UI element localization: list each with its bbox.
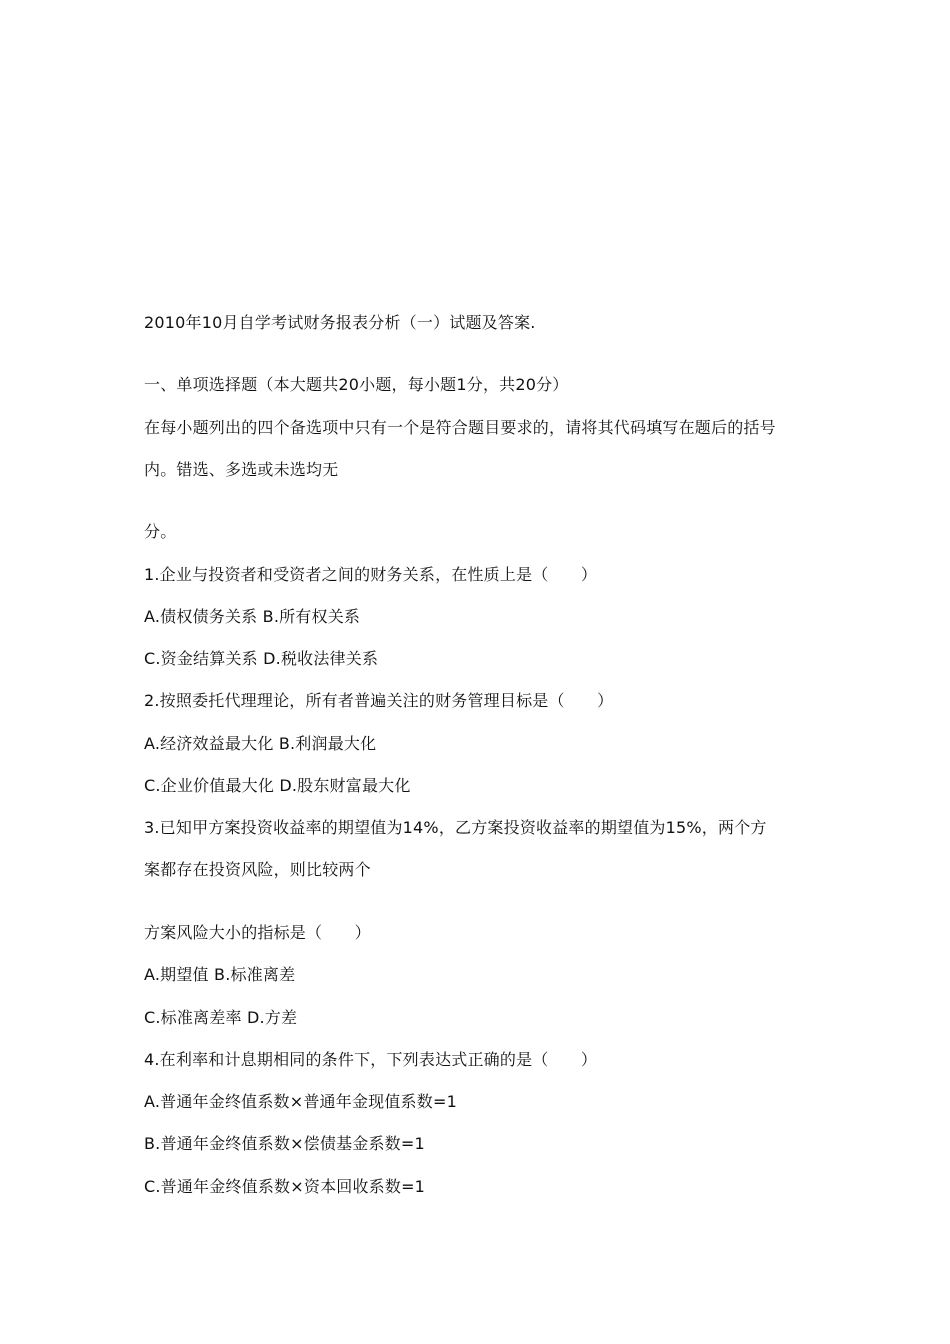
document-title: 2010年10月自学考试财务报表分析（一）试题及答案.: [144, 313, 536, 332]
question-3-option-ab: A.期望值 B.标准离差: [144, 965, 296, 984]
question-1-option-cd: C.资金结算关系 D.税收法律关系: [144, 649, 379, 668]
question-4-option-c: C.普通年金终值系数×资本回收系数=1: [144, 1177, 426, 1196]
question-1-option-ab: A.债权债务关系 B.所有权关系: [144, 607, 361, 626]
question-4-option-b: B.普通年金终值系数×偿债基金系数=1: [144, 1134, 425, 1153]
question-2-stem: 2.按照委托代理理论，所有者普遍关注的财务管理目标是（ ）: [144, 691, 614, 710]
question-2-option-ab: A.经济效益最大化 B.利润最大化: [144, 734, 377, 753]
question-3-stem-line-1: 3.已知甲方案投资收益率的期望值为14%，乙方案投资收益率的期望值为15%，两个方: [144, 818, 767, 837]
instruction-line-3: 分。: [144, 522, 177, 541]
question-4-stem: 4.在利率和计息期相同的条件下，下列表达式正确的是（ ）: [144, 1050, 598, 1069]
question-2-option-cd: C.企业价值最大化 D.股东财富最大化: [144, 776, 411, 795]
instruction-line-2: 内。错选、多选或未选均无: [144, 460, 339, 479]
question-4-option-a: A.普通年金终值系数×普通年金现值系数=1: [144, 1092, 457, 1111]
question-3-option-cd: C.标准离差率 D.方差: [144, 1008, 298, 1027]
question-1-stem: 1.企业与投资者和受资者之间的财务关系，在性质上是（ ）: [144, 565, 598, 584]
section-heading: 一、单项选择题（本大题共20小题，每小题1分，共20分）: [144, 375, 569, 394]
instruction-line-1: 在每小题列出的四个备选项中只有一个是符合题目要求的，请将其代码填写在题后的括号: [144, 418, 776, 437]
question-3-stem-line-3: 方案风险大小的指标是（ ）: [144, 923, 371, 942]
question-3-stem-line-2: 案都存在投资风险，则比较两个: [144, 860, 371, 879]
